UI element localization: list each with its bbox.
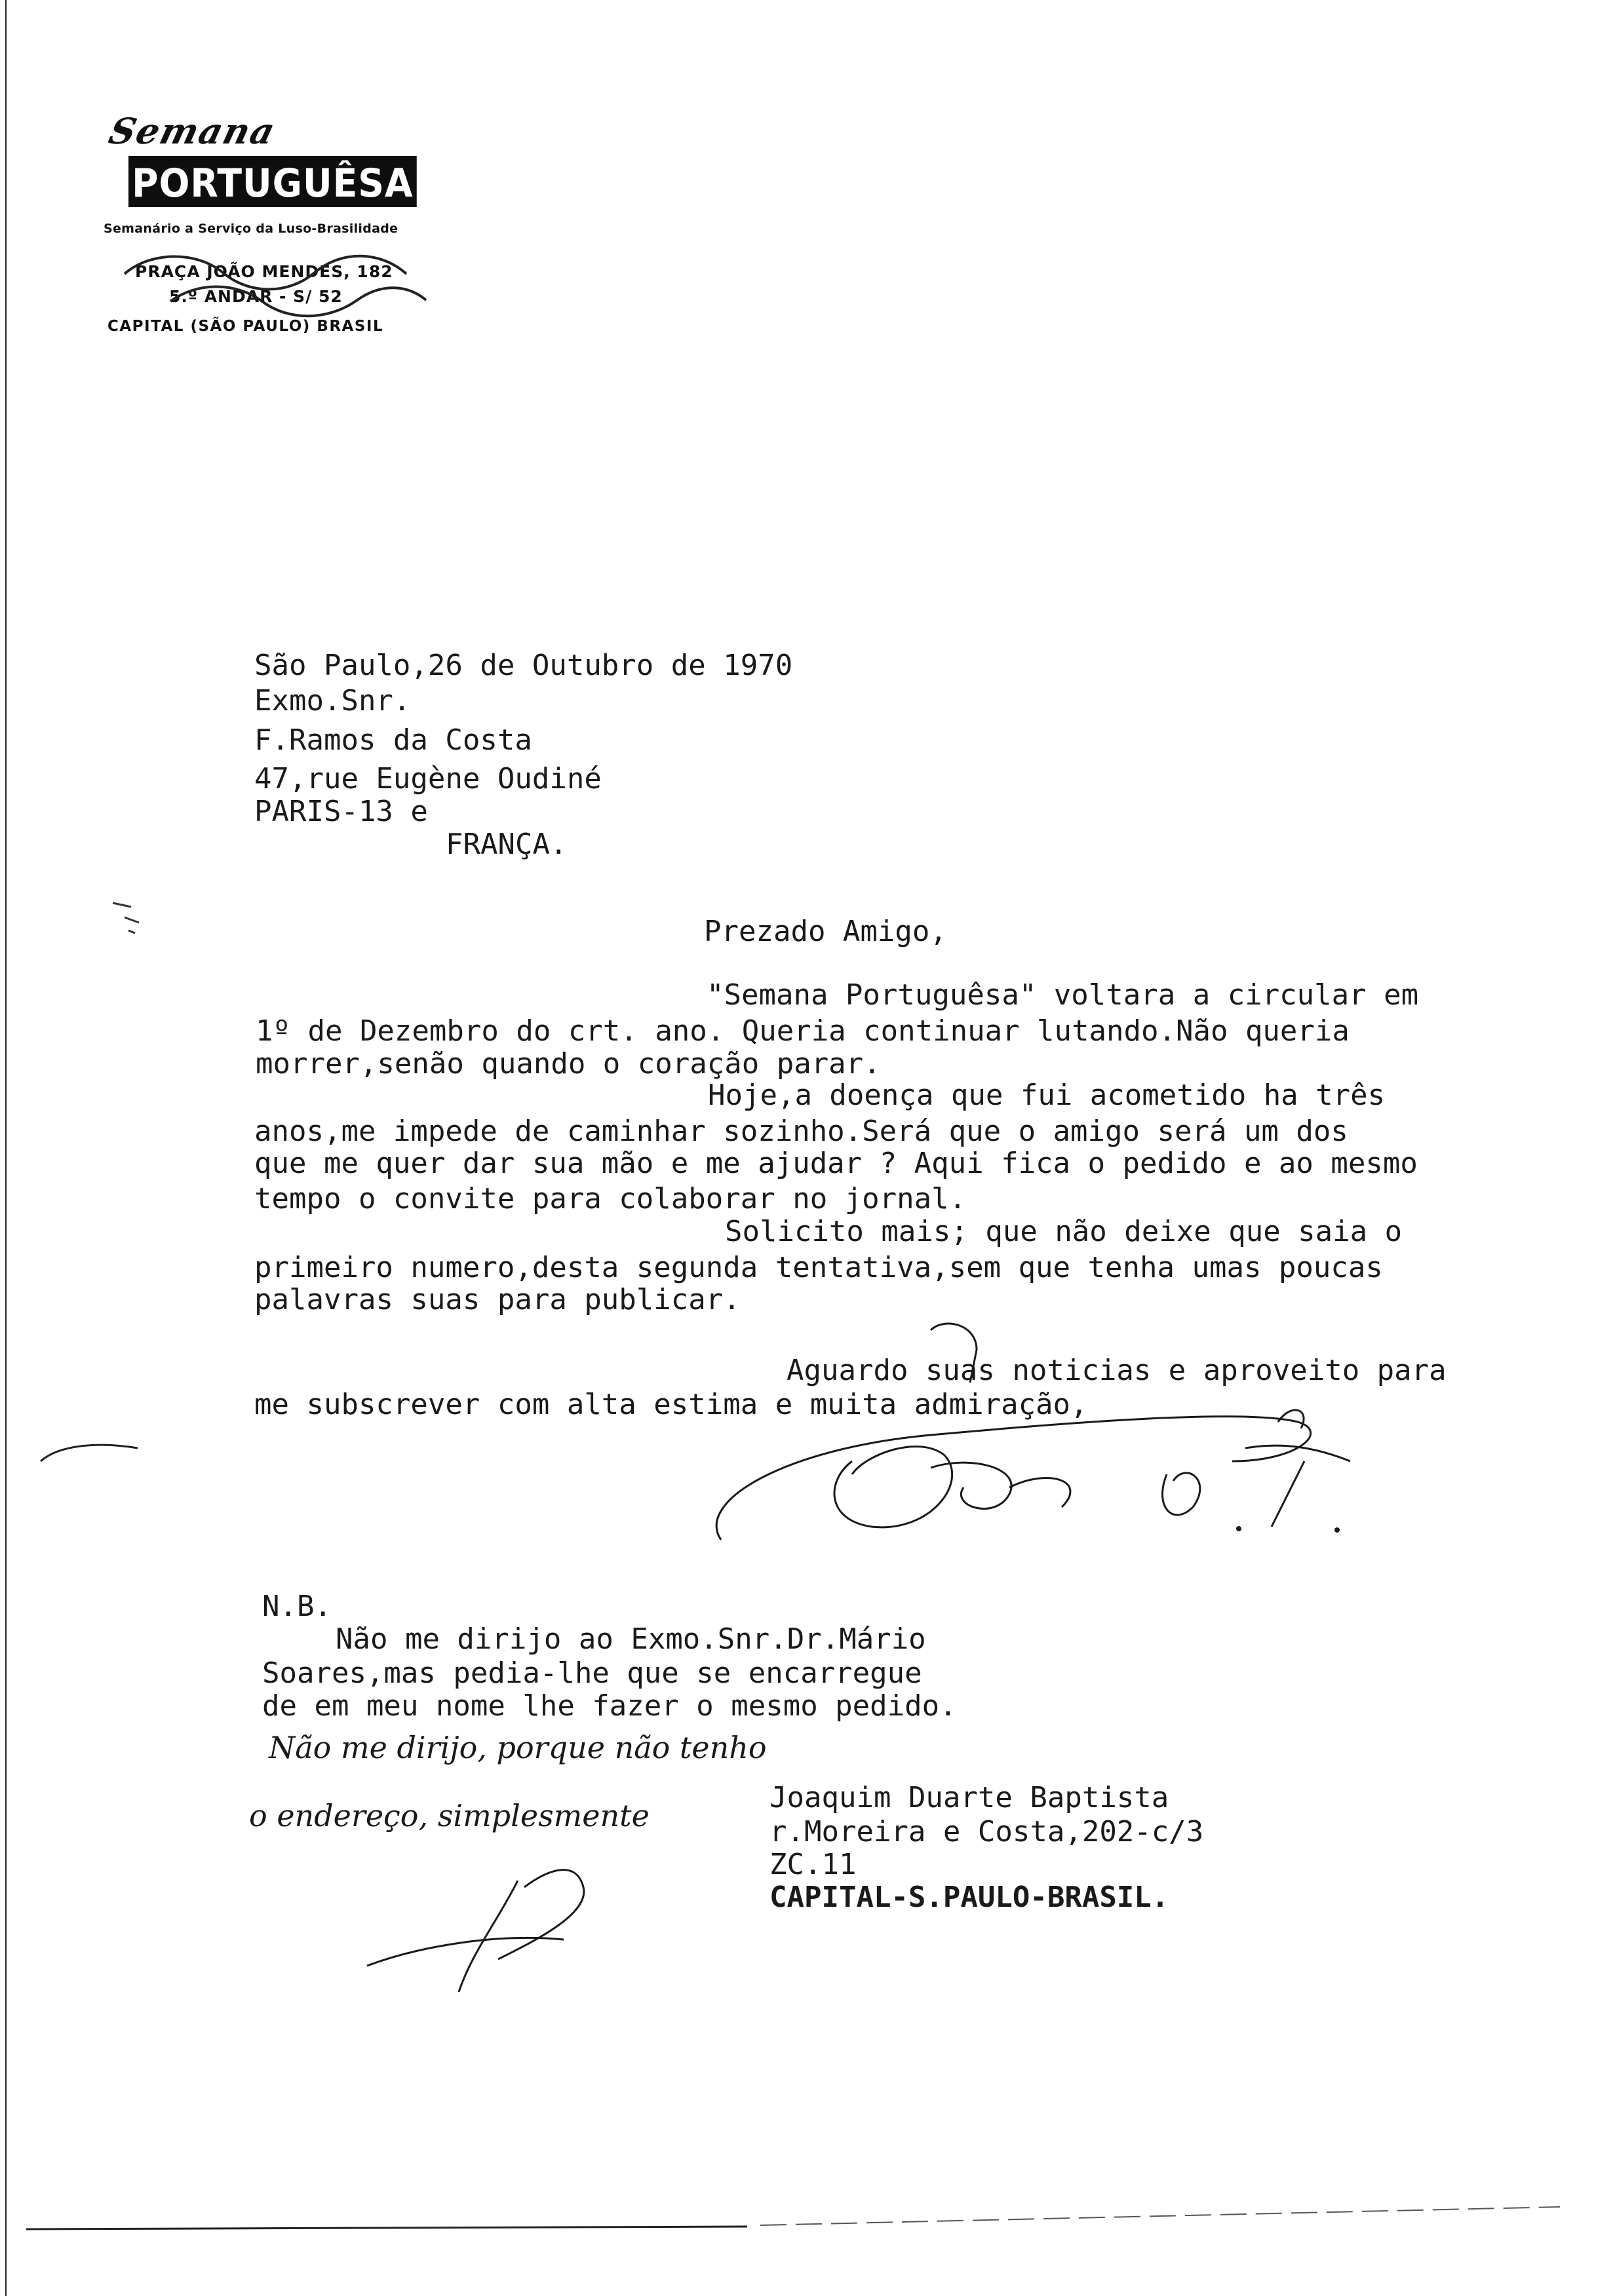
recipient-street: 47,rue Eugène Oudiné [254, 762, 602, 795]
letterhead-tagline: Semanário a Serviço da Luso-Brasilidade [104, 221, 399, 236]
logo-title: PORTUGUÊSA [128, 156, 417, 207]
sender-zone: ZC.11 [769, 1848, 857, 1881]
signature [716, 1324, 1350, 1540]
letterhead-address-line2: 5.º ANDAR - S/ 52 [169, 287, 343, 306]
sender-city: CAPITAL-S.PAULO-BRASIL. [769, 1881, 1169, 1914]
recipient-country: FRANÇA. [446, 828, 568, 861]
postscript-line: Soares,mas pedia-lhe que se encarregue [262, 1656, 922, 1690]
logo-script-name: Semana [105, 110, 281, 152]
postscript-line: Não me dirijo ao Exmo.Snr.Dr.Mário [336, 1622, 926, 1656]
salutation: Prezado Amigo, [704, 915, 947, 948]
recipient-city: PARIS-13 e [254, 795, 428, 828]
body-line: me subscrever com alta estima e muita admiração, [254, 1388, 1088, 1421]
body-line: palavras suas para publicar. [254, 1283, 741, 1316]
postscript-line: de em meu nome lhe fazer o mesmo pedido. [262, 1689, 957, 1723]
sender-street: r.Moreira e Costa,202-c/3 [769, 1815, 1204, 1848]
body-line: Solicito mais; que não deixe que saia o [725, 1215, 1403, 1248]
body-line: "Semana Portuguêsa" voltara a circular em [707, 978, 1419, 1012]
body-line: tempo o convite para colaborar no jornal. [254, 1182, 967, 1215]
letterhead-address-line3: CAPITAL (SÃO PAULO) BRASIL [107, 318, 384, 335]
sender-name: Joaquim Duarte Baptista [769, 1781, 1169, 1814]
letterhead-address-line1: PRAÇA JOÃO MENDES, 182 [135, 262, 393, 281]
recipient-title: Exmo.Snr. [254, 684, 411, 718]
body-line: Hoje,a doença que fui acometido ha três [708, 1079, 1386, 1112]
margin-mark [41, 1445, 138, 1461]
letter-date: São Paulo,26 de Outubro de 1970 [254, 649, 793, 682]
postscript-label: N.B. [262, 1590, 332, 1623]
body-line: morrer,senão quando o coração parar. [256, 1047, 881, 1081]
body-line: anos,me impede de caminhar sozinho.Será que o amigo será um dos [254, 1115, 1348, 1148]
handwritten-note: o endereço, simplesmente [249, 1798, 650, 1833]
body-line: que me quer dar sua mão e me ajudar ? Aqui fica o pedido e ao mesmo [254, 1147, 1418, 1180]
handwritten-mark [367, 1870, 584, 1992]
recipient-name: F.Ramos da Costa [254, 723, 532, 757]
handwritten-note: Não me dirijo, porque não tenho [269, 1730, 767, 1765]
body-line: 1º de Dezembro do crt. ano. Queria continuar lutando.Não queria [256, 1014, 1350, 1048]
body-line: primeiro numero,desta segunda tentativa,sem que tenha umas poucas [254, 1251, 1383, 1284]
body-line: Aguardo suas noticias e aproveito para [787, 1354, 1447, 1387]
